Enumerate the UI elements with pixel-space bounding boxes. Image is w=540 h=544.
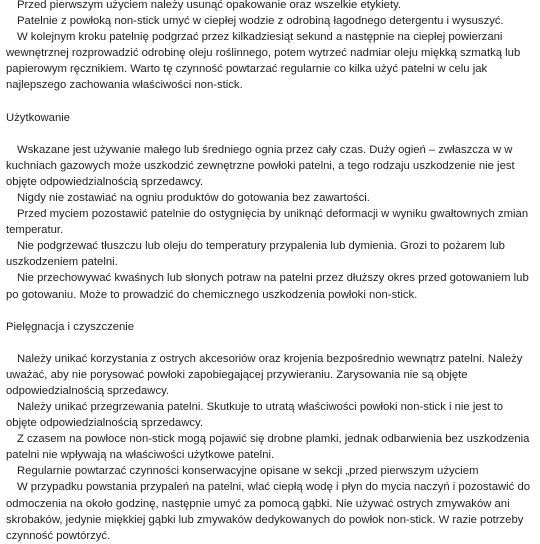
section-first-use [6,0,536,94]
paragraph: Przed pierwszym użyciem należy usunąć opakowanie oraz wszelkie etykiety. [17,0,402,11]
paragraph: Nie przechowywać kwaśnych lub słonych potraw na patelni przez dłuższy okres przed gotowaniem lub po gotowaniu. Może to prowadzić do chemicznego uszkodzenia powłoki non-stick. [6,272,529,301]
section-usage [6,110,536,303]
paragraph: Przed myciem pozostawić patelnie do ostygnięcia by uniknąć deformacji w wyniku gwałtownych zmian temperatur. [6,208,529,237]
paragraph: W kolejnym kroku patelnię podgrzać przez kilkadziesiąt sekund a następnie na ciepłej powierzani wewnętrznej rozprowadzić odrobinę oleju roślinnego, potem wytrzeć nadmiar oleju miękką szmatką lub papierowym ręcznikiem. Warto tę czynność powtarzać regularnie co kilka użyć patelni w celu jak najlepszego zachowania właściwości non-stick. [6,31,521,92]
blank-line [6,335,536,351]
blank-line [6,94,536,110]
paragraph: Patelnie z powłoką non-stick umyć w ciepłej wodzie z odrobiną łagodnego detergentu i wysuszyć. [17,15,504,28]
paragraph: Należy unikać korzystania z ostrych akcesoriów oraz krojenia bezpośrednio wewnątrz patelni. Należy uważać, aby nie porysować powłoki zapobiegającej przywieraniu. Zarysowania nie są objęte odpowiedzialnością sprzedawcy. [6,352,523,397]
section-care-cleaning [6,319,536,544]
paragraph: Z czasem na powłoce non-stick mogą pojawić się drobne plamki, jednak odbarwienia bez uszkodzenia patelni nie wpływają na właściwości użytkowe patelni. [6,433,530,462]
paragraph: Nigdy nie zostawiać na ogniu produktów do gotowania bez zawartości. [17,191,370,204]
section-heading: Pielęgnacja i czyszczenie [6,320,135,333]
blank-line [6,126,536,142]
paragraph: Wskazane jest używanie małego lub średniego ognia przez cały czas. Duży ogień – zwłaszcza w w kuchniach gazowych może uszkodzić zewnętrzne powłoki patelni, a tego rodzaju uszkodzenie nie jest objęte odpowiedzialnością sprzedawcy. [6,143,515,188]
document-body [6,0,536,544]
paragraph: Regularnie powtarzać czynności konserwacyjne opisane w sekcji „przed pierwszym użyciem [17,465,479,478]
blank-line [6,303,536,319]
section-heading: Użytkowanie [6,111,71,124]
paragraph: Nie podgrzewać tłuszczu lub oleju do temperatury przypalenia lub dymienia. Grozi to pożarem lub uszkodzeniem patelni. [6,240,505,269]
paragraph: Należy unikać przegrzewania patelni. Skutkuje to utratą właściwości powłoki non-stick i nie jest to objęte odpowiedzialnością sprzedawcy. [6,400,503,430]
paragraph: W przypadku powstania przypaleń na patelni, wlać ciepłą wodę i płyn do mycia naczyń i pozostawić do odmoczenia na około godzinę, następnie umyć za pomocą gąbki. Nie używać ostrych zmywaków ani skrobaków, jedynie miękkiej gąbki lub zmywaków dedykowanych do powłok non-stick. W razie potrzeby czynność powtórzyć. [6,481,531,542]
